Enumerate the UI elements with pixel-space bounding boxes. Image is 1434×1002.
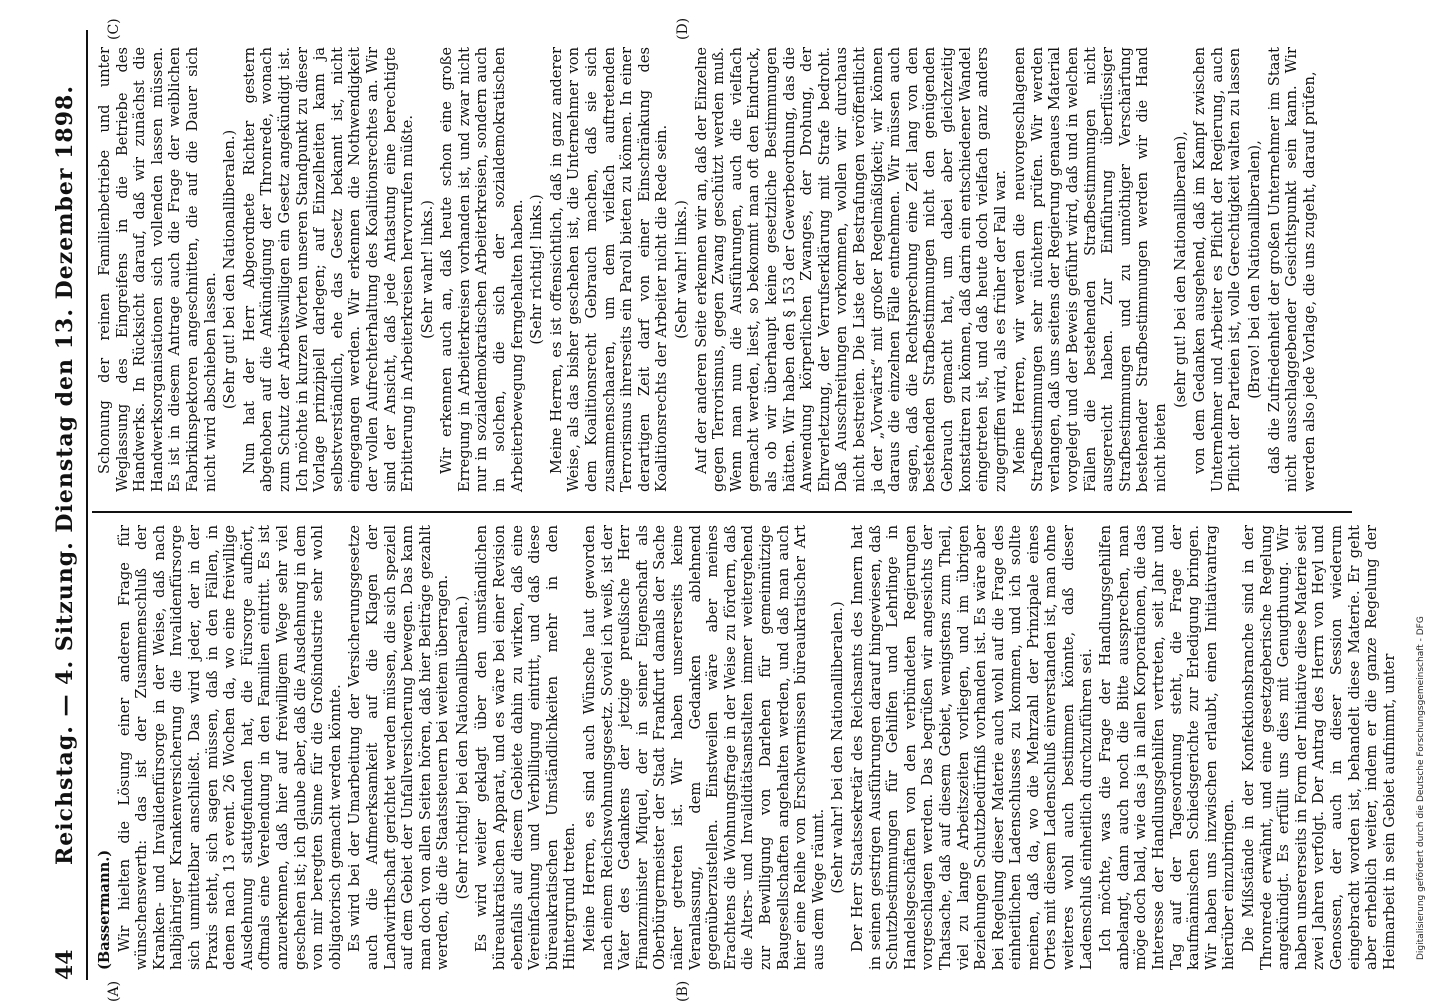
paragraph: Wir hielten die Lösung einer anderen Frage für wünschenswerth: das ist der Zusammenschluß der Kranken- und Invalidenfürsorge in der Weise, daß nach halbjähriger Krankenversicherung die Invalidenfürsorge sich unmittelbar anschließt. Das wird jeder, der in der Praxis steht, sich sagen müssen, daß in den Fällen, in denen nach 13 event. 26 Wochen da, wo eine freiwillige Ausdehnung stattgefunden hat, die Fürsorge aufhört, oftmals eine Verelendung in den Familien eintritt. Es ist anzuerkennen, daß hier auf freiwilligem Wege sehr viel geschehen ist; ich glaube aber, daß die Ausdehnung in dem von mir beregten Sinne für die Großindustrie sehr wohl obligatorisch gemacht werden könnte. xyxy=(115,525,344,970)
margin-marker-c: (C) xyxy=(106,18,122,40)
paragraph: Meine Herren, wir werden die neuvorgeschlagenen Strafbestimmungen sehr nüchtern prüfen. Wir werden verlangen, daß uns seitens der Regierung genaues Material vorgelegt und der Beweis geführt wird, daß und in welchen Fällen die bestehenden Strafbestimmungen nicht ausgereicht haben. Zur Einführung überflüssiger Strafbestimmungen und zu unnöthiger Verschärfung bestehender Strafbestimmungen werden wir die Hand nicht bieten xyxy=(1011,47,1170,492)
paragraph: Die Mißstände in der Konfektionsbranche sind in der Thronrede erwähnt, und eine gesetzgeberische Regelung angekündigt. Es erfüllt uns dies mit Genugthuung. Wir haben unsererseits in Form der Initiative diese Materie seit zwei Jahren verfolgt. Der Antrag des Herrn von Heyl und Genossen, der auch in dieser Session wiederum eingebracht worden ist, behandelt diese Materie. Er geht aber erheblich weiter, indem er die ganze Regelung der Heimarbeit in sein Gebiet aufnimmt, unter xyxy=(1240,525,1398,970)
interjection: (sehr gut! bei den Nationalliberalen), xyxy=(1171,131,1189,408)
speaker-attribution xyxy=(96,525,114,970)
paragraph: daß die Zufriedenheit der großen Unternehmer im Staat nicht ausschlaggebender Gesichtspunkt sein kann. Wir werden also jede Vorlage, die uns zugeht, darauf prüfen, xyxy=(1265,47,1318,492)
paragraph: Nun hat der Herr Abgeordnete Richter gestern abgehoben auf die Ankündigung der Thronrede, wonach zum Schutz der Arbeitswilligen ein Gesetz angekündigt ist. Ich möchte in kurzen Worten unseren Standpunkt zu dieser Vorlage prinzipiell darlegen; auf Einzelheiten kann ja selbstverständlich, ehe das Gesetz bekannt ist, nicht eingegangen werden. Wir erkennen die Nothwendigkeit der vollen Aufrechterhaltung des Koalitionsrechtes an. Wir sind der Ansicht, daß jede Antastung eine berechtigte Erbitterung in Arbeiterkreisen hervorrufen müßte. xyxy=(240,47,417,492)
interjection: (Bravo! bei den Nationalliberalen), xyxy=(1246,140,1263,399)
margin-marker-b: (B) xyxy=(675,980,691,1002)
paragraph: von dem Gedanken ausgehend, daß im Kampf zwischen Unternehmer und Arbeiter es Pflicht der Regierung, auch Pflicht der Parteien ist, volle Gerechtigkeit walten zu lassen xyxy=(1191,47,1244,492)
right-text-column xyxy=(96,47,1346,492)
interjection: (Sehr gut! bei den Nationalliberalen.) xyxy=(221,129,239,410)
paragraph: Meine Herren, es sind auch Wünsche laut geworden nach einem Reichswohnungsgesetz. Soviel ich weiß, ist der Vater des Gedankens der jetzige preußische Herr Finanzminister Miquel, der in seiner Eigenschaft als Oberbürgermeister der Stadt Frankfurt damals der Sache näher getreten ist. Wir haben unsererseits keine Veranlassung, dem Gedanken ablehnend gegenüberzustellen. Einstweilen wäre aber meines Erachtens die Wohnungsfrage in der Weise zu fördern, daß die Alters- und Invaliditätsanstalten immer weitergehend zur Bewilligung von Darlehen für gemeinnützige Baugesellschaften angehalten werden, und daß man auch hier eine Reihe von Erschwernissen büreaukratischer Art aus dem Wege räumt. xyxy=(581,525,827,970)
margin-marker-a: (A) xyxy=(106,980,122,1002)
paragraph: Es wird bei der Umarbeitung der Versicherungsgesetze auch die Aufmerksamkeit auf die Klagen der Landwirthschaft gerichtet werden müssen, die sich speziell auf dem Gebiet der Unfallversicherung bewegen. Das kann man doch von allen Seiten hören, daß hier Beiträge gezahlt werden, die die Staatssteuern bei weitem überragen. xyxy=(346,525,452,970)
paragraph: Wir erkennen auch an, daß heute schon eine große Erregung in Arbeiterkreisen vorhanden ist, und zwar nicht nur in sozialdemokratischen Arbeiterkreisen, sondern auch in solchen, die sich der sozialdemokratischen Arbeiterbewegung ferngehalten haben. xyxy=(438,47,526,492)
interjection: (Sehr richtig! links.) xyxy=(528,194,546,345)
digitization-note-text: Digitalisierung gefördert durch die Deutsche Forschungsgemeinschaft - DFG xyxy=(1416,616,1426,960)
digitization-note xyxy=(1412,40,1430,960)
speaker-name: (Bassermann.) xyxy=(96,849,113,970)
header-rule xyxy=(86,30,88,980)
interjection: (Sehr wahr! links.) xyxy=(418,200,436,339)
paragraph: Ich möchte, was die Frage der Handlungsgehilfen anbelangt, dann auch noch die Bitte aussprechen, man möge doch bald, wie das ja in allen Korporationen, die das Interesse der Handlungsgehilfen vertreten, seit Jahr und Tag auf der Tagesordnung steht, die Frage der kaufmännischen Schiedsgerichte zur Erledigung bringen. Wir haben uns inzwischen erlaubt, einen Initiativantrag hierüber einzubringen. xyxy=(1097,525,1238,970)
rotated-page xyxy=(20,0,1400,1000)
paragraph: Meine Herren, es ist offensichtlich, daß in ganz anderer Weise, als das bisher geschehen ist, die Unternehmer von dem Koalitionsrecht Gebrauch machen, daß sie sich zusammenschaaren, um dem vielfach auftretenden Terrorismus ihrerseits ein Paroli bieten zu können. In einer derartigen Zeit darf von einer Einschränkung des Koalitionsrechts der Arbeiter nicht die Rede sein. xyxy=(547,47,671,492)
margin-marker-d: (D) xyxy=(675,17,691,40)
interjection: (Sehr wahr! bei den Nationalliberalen.) xyxy=(829,601,847,894)
paragraph: Der Herr Staatssekretär des Reichsamts des Innern hat in seinen gestrigen Ausführungen darauf hingewiesen, daß Schutzbestimmungen für Gehilfen und Lehrlinge in Handelsgeschäften von den verbündeten Regierungen vorgeschlagen werden. Das begrüßen wir angesichts der Thatsache, daß auf diesem Gebiet, wenigstens zum Theil, viel zu lange Arbeitszeiten vorliegen, und im übrigen Beziehungen Schutzbedürfniß vorhanden ist. Es wäre aber bei Regelung dieser Materie auch wohl auf die Frage des einheitlichen Ladenschlusses zu kommen, und ich sollte meinen, daß da, wo die Mehrzahl der Prinzipale eines Ortes mit diesem Ladenschluß einverstanden ist, man ohne weiteres wohl auch bestimmen könnte, daß dieser Ladenschluß einheitlich durchzuführen sei. xyxy=(848,525,1095,970)
paragraph: Schonung der reinen Familienbetriebe und unter Weglassung des Eingreifens in die Betriebe des Handwerks. In Rücksicht darauf, daß wir zunächst die Handwerksorganisationen sich vollenden lassen müssen. Es ist in diesem Antrage auch die Frage der weiblichen Fabrikinspektoren angeschnitten, die auf die Dauer sich nicht wird abschieben lassen. xyxy=(96,47,219,492)
page-number: 44 xyxy=(52,949,78,980)
paragraph: Auf der anderen Seite erkennen wir an, daß der Einzelne gegen Terrorismus, gegen Zwang geschützt werden muß. Wenn man nun die Ausführungen, auch die vielfach gemacht werden, liest, so bekommt man oft den Eindruck, als ob wir überhaupt keine gesetzliche Bestimmungen hätten. Wir haben den § 153 der Gewerbeordnung, das die Anwendung körperlichen Zwanges, der Drohung, der Ehrverletzung, der Verrufserklärung mit Strafe bedroht. Daß Ausschreitungen vorkommen, wollen wir durchaus nicht bestreiten. Die Liste der Bestrafungen veröffentlicht ja der „Vorwärts“ mit großer Regelmäßigkeit; wir können daraus die einzelnen Fälle entnehmen. Wir müssen auch sagen, daß die Rechtsprechung eine Zeit lang von den bestehenden Strafbestimmungen nicht den genügenden Gebrauch gemacht hat, um dabei aber gleichzeitig konstatiren zu können, daß darin ein entschiedener Wandel eingetreten ist, und daß heute doch vielfach ganz anders zugegriffen wird, als es früher der Fall war. xyxy=(692,47,1009,492)
page-header xyxy=(48,30,82,980)
column-divider xyxy=(92,511,1352,513)
running-title: Reichstag. — 4. Sitzung. Dienstag den 13. Dezember 1898. xyxy=(52,85,78,866)
interjection: (Sehr wahr! links.) xyxy=(673,200,690,339)
interjection: (Sehr richtig! bei den Nationalliberalen.) xyxy=(453,595,471,900)
paragraph: Es wird weiter geklagt über den umständlichen büreaukratischen Apparat, und es wäre bei einer Revision ebenfalls auf diesem Gebiete dahin zu wirken, daß eine Vereinfachung und Verbilligung eintritt, und daß diese büreaukratischen Umständlichkeiten mehr in den Hintergrund treten. xyxy=(473,525,579,970)
left-text-column xyxy=(96,525,1398,970)
